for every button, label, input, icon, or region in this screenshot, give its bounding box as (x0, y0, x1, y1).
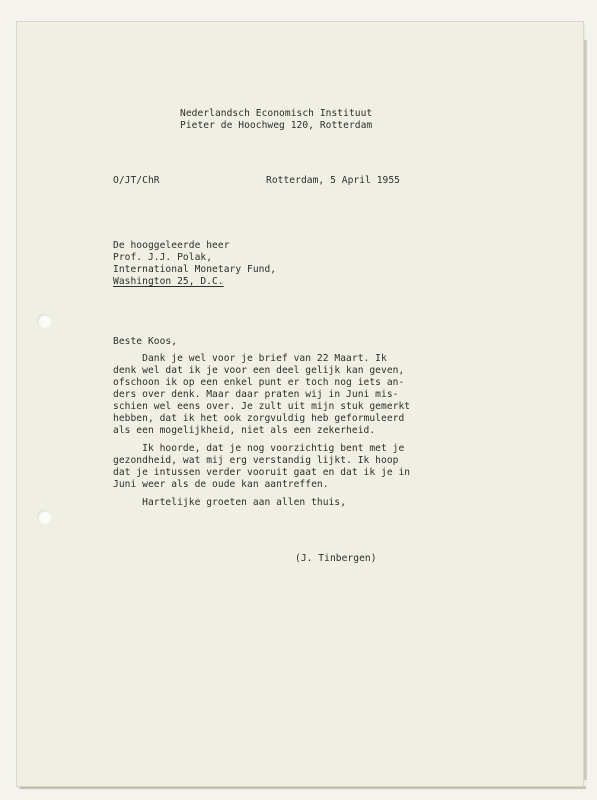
paragraph-1-line-6: hebben, dat ik het ook zorgvuldig heb geformuleerd (113, 413, 405, 424)
salutation: Beste Koos, (113, 336, 178, 347)
place-date: Rotterdam, 5 April 1955 (266, 175, 400, 186)
signature: (J. Tinbergen) (295, 553, 377, 564)
paragraph-2-line-3: dat je intussen verder vooruit gaat en dat ik je in (113, 467, 411, 478)
paragraph-1-line-5: schien wel eens over. Je zult uit mijn stuk gemerkt (113, 401, 411, 412)
address-line-2: Prof. J.J. Polak, (113, 252, 213, 263)
punch-hole-upper (37, 314, 51, 328)
letterhead-line-1: Nederlandsch Economisch Instituut (180, 108, 373, 119)
paragraph-1-line-2: denk wel dat ik je voor een deel gelijk kan geven, (113, 365, 405, 376)
paragraph-1-line-1: Dank je wel voor je brief van 22 Maart. Ik (113, 353, 387, 364)
paragraph-2-line-1: Ik hoorde, dat je nog voorzichtig bent met je (113, 443, 405, 454)
address-line-4: Washington 25, D.C. (113, 276, 224, 287)
address-line-3: International Monetary Fund, (113, 264, 277, 275)
letterhead-line-2: Pieter de Hoochweg 120, Rotterdam (180, 120, 373, 131)
page-edge-right (583, 40, 587, 780)
paragraph-1-line-4: ders over denk. Maar daar praten wij in Juni mis- (113, 389, 399, 400)
paragraph-1-line-7: als een mogelijkheid, niet als een zekerheid. (113, 425, 376, 436)
closing: Hartelijke groeten aan allen thuis, (113, 497, 347, 508)
reference-code: O/JT/ChR (113, 175, 160, 186)
page-edge-bottom (20, 786, 586, 789)
punch-hole-lower (37, 510, 51, 524)
address-line-1: De hooggeleerde heer (113, 240, 230, 251)
paragraph-2-line-2: gezondheid, wat mij erg verstandig lijkt. Ik hoop (113, 455, 399, 466)
paragraph-2-line-4: Juni weer als de oude kan aantreffen. (113, 479, 329, 490)
paragraph-1-line-3: ofschoon ik op een enkel punt er toch nog iets an- (113, 377, 405, 388)
